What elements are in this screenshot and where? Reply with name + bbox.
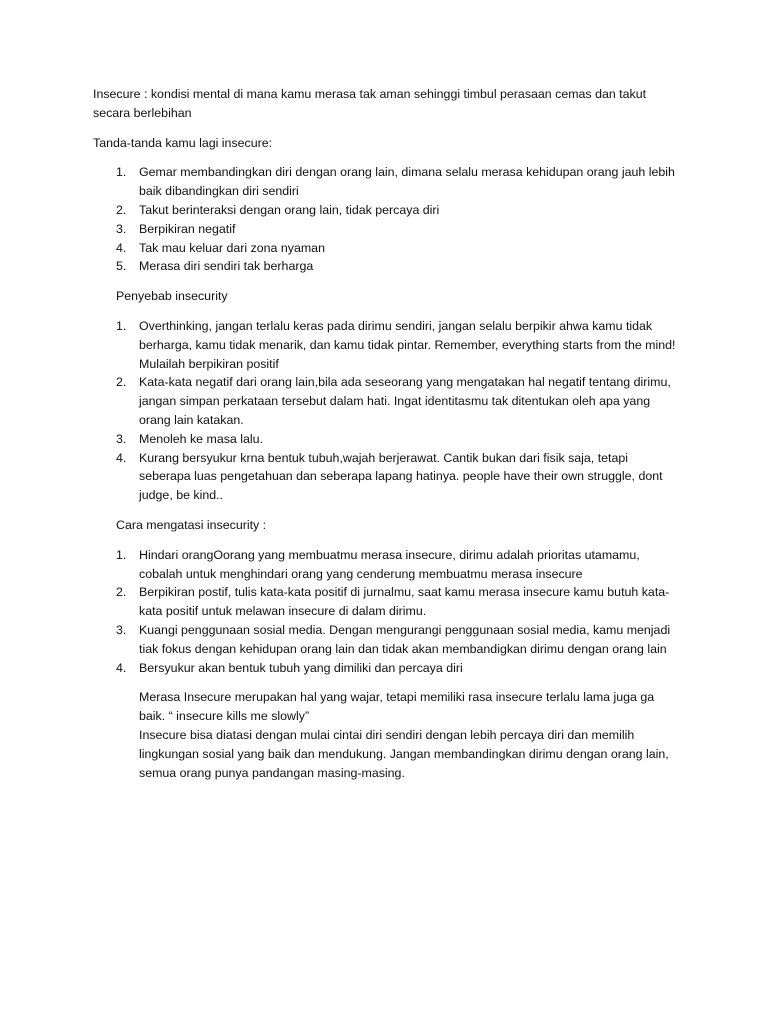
solutions-list (93, 546, 683, 678)
list-item (93, 257, 683, 276)
signs-list (93, 163, 683, 276)
list-item-text: Tak mau keluar dari zona nyaman (139, 240, 325, 255)
list-item-text: Kurang bersyukur krna bentuk tubuh,wajah berjerawat. Cantik bukan dari fisik saja, tetapi seberapa luas pengetahuan dan seberapa lapang hatinya. people have their own struggle, dont judge, be kind.. (139, 450, 663, 503)
list-item-text: Kuangi penggunaan sosial media. Dengan mengurangi penggunaan sosial media, kamu menjadi tiak fokus dengan kehidupan orang lain dan tidak akan membandigkan dirimu dengan orang lain (139, 622, 671, 656)
list-item-text: Merasa diri sendiri tak berharga (139, 259, 314, 274)
list-item (93, 621, 683, 659)
signs-heading: Tanda-tanda kamu lagi insecure: (93, 135, 273, 150)
list-item-text: Overthinking, jangan terlalu keras pada dirimu sendiri, jangan selalu berpikir ahwa kamu tidak berharga, kamu tidak menarik, dan kamu tidak pintar. Remember, everything starts from the mind! Mulailah berpikiran positif (139, 318, 676, 371)
document-body (93, 85, 683, 782)
list-item-text: Takut berinteraksi dengan orang lain, tidak percaya diri (139, 202, 440, 217)
list-item (93, 239, 683, 258)
list-item (93, 546, 683, 584)
list-item (93, 583, 683, 621)
list-number: 4. (116, 660, 127, 675)
closing-paragraph-1: Merasa Insecure merupakan hal yang wajar, tetapi memiliki rasa insecure terlalu lama juga ga baik. “ insecure kills me slowly” (139, 690, 655, 724)
solutions-heading: Cara mengatasi insecurity : (116, 517, 267, 532)
list-number: 2. (116, 375, 127, 390)
list-number: 2. (116, 202, 127, 217)
list-number: 5. (116, 259, 127, 274)
list-number: 3. (116, 622, 127, 637)
list-item-text: Berpikiran postif, tulis kata-kata positif di jurnalmu, saat kamu merasa insecure kamu butuh kata-kata positif untuk melawan insecure di dalam dirimu. (139, 585, 670, 619)
list-number: 1. (116, 165, 127, 180)
list-item (93, 659, 683, 678)
list-number: 1. (116, 318, 127, 333)
list-item-text: Gemar membandingkan diri dengan orang lain, dimana selalu merasa kehidupan orang jauh lebih baik dibandingkan diri sendiri (139, 165, 675, 199)
list-item (93, 430, 683, 449)
list-item (93, 220, 683, 239)
closing-paragraph-2: Insecure bisa diatasi dengan mulai cintai diri sendiri dengan lebih percaya diri dan memilih lingkungan sosial yang baik dan mendukung. Jangan membandingkan dirimu dengan orang lain, semua orang punya pandangan masing-masing. (139, 727, 669, 780)
list-number: 2. (116, 585, 127, 600)
list-item-text: Bersyukur akan bentuk tubuh yang dimiliki dan percaya diri (139, 660, 463, 675)
list-item (93, 449, 683, 505)
intro-paragraph: Insecure : kondisi mental di mana kamu merasa tak aman sehinggi timbul perasaan cemas dan takut secara berlebihan (93, 87, 647, 120)
causes-heading: Penyebab insecurity (116, 289, 228, 304)
list-item (93, 373, 683, 429)
list-item (93, 317, 683, 373)
list-number: 4. (116, 240, 127, 255)
list-number: 3. (116, 431, 127, 446)
list-item-text: Kata-kata negatif dari orang lain,bila ada seseorang yang mengatakan hal negatif tentang dirimu, jangan simpan perkataan tersebut dalam hati. Ingat identitasmu tak ditentukan oleh apa yang orang lain katakan. (139, 375, 671, 427)
list-item (93, 163, 683, 201)
causes-list (93, 317, 683, 505)
list-item-text: Menoleh ke masa lalu. (139, 431, 263, 446)
closing-section (139, 688, 683, 782)
list-item-text: Hindari orangOorang yang membuatmu merasa insecure, dirimu adalah prioritas utamamu, cobalah untuk menghindari orang yang cenderung membuatmu merasa insecure (139, 547, 640, 581)
list-number: 3. (116, 221, 127, 236)
list-number: 4. (116, 450, 127, 465)
list-item (93, 201, 683, 220)
list-number: 1. (116, 547, 127, 562)
list-item-text: Berpikiran negatif (139, 221, 236, 236)
